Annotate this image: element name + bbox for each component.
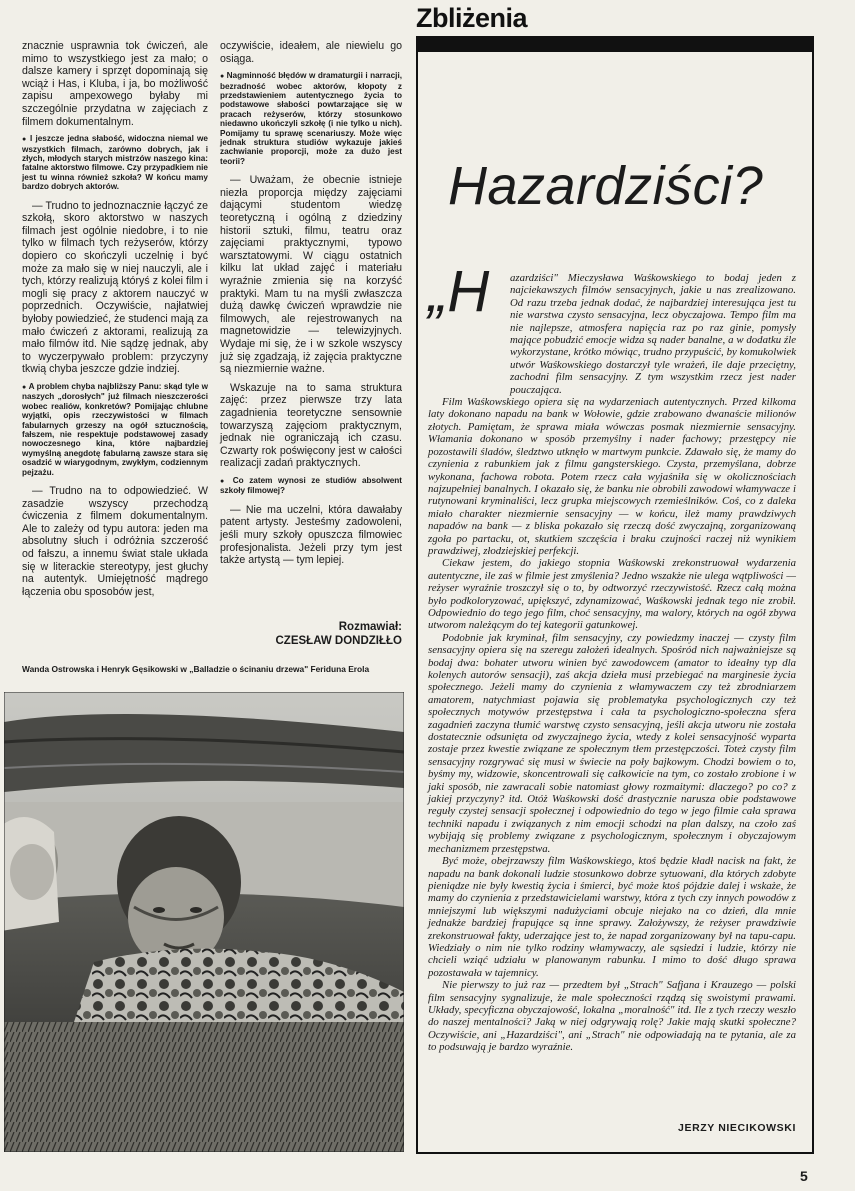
review-paragraph: Ciekaw jestem, do jakiego stopnia Waśkowski zrekonstruował wydarzenia autentyczne, ile zaś w filmie jest zmyślenia? Jedno wszakże nie ulega wątpliwości — reżyser wyraźnie troszczył się o to, by odtworzyć rzeczywistość. Rzecz całą można było podkoloryzować, upiększyć, zdynamizować, Waśkowski jednak tego nie zrobił. Odpowiednio do tego jego film, choć sensacyjny, ma walory, których na ogół zbywa utworom należącym do tej kategorii gatunkowej. (428, 557, 796, 632)
review-author: JERZY NIECIKOWSKI (678, 1122, 796, 1134)
photo-caption: Wanda Ostrowska i Henryk Gęsikowski w „Balladzie o ścinaniu drzewa" Feriduna Erola (22, 664, 370, 674)
interview-paragraph: — Trudno na to odpowiedzieć. W zasadzie wszyscy przechodzą ćwiczenia z filmem dokumentalnym. Ale to zależy od typu autora: jeden ma absolutny słuch i odróżnia szczerość od fałszu, a innemu świat stale układa się w literackie stereotypy, jest głuchy na autentyk. Umiejętność mądrego łączenia obu sposobów jest, (22, 484, 208, 598)
interview-paragraph: — Trudno to jednoznacznie łączyć ze szkołą, skoro aktorstwo w naszych filmach jest ogólnie niedobre, i to nie tylko w filmach tych reżyserów, którzy dopiero co skończyli uczelnię i być może za mało się w niej nauczyli, ale i tych, którzy realizują któryś z kolei film i mogli się pracy z aktorem nauczyć w poprzednich. Oczywiście, najłatwiej byłoby powiedzieć, że studenci mają za mało ćwiczeń z aktorami, realizują za mało filmów itd. Nie sądzę jednak, aby to wyczerpywało problem: przyczyny tkwią chyba jeszcze gdzie indziej. (22, 199, 208, 376)
interview-question: ● A problem chyba najbliższy Panu: skąd tyle w naszych „dorosłych" już filmach nieszczerości wobec realiów, konkretów? Pomijając chlubne wyjątki, opis rzeczywistości w filmach fabularnych grzeszy na ogół sztucznością, fałszem, nie respektuje podstawowej zasady nowoczesnego kina, które najbardziej wymyślną anegdotę fabularną zawsze stara się osadzić w wiarygodnym, zwykłym, codziennym pejzażu. (22, 382, 208, 477)
section-header (416, 4, 814, 32)
interview-column-1 (22, 40, 208, 604)
interviewer-label: Rozmawiał: (338, 621, 402, 633)
review-box-topbar (418, 38, 812, 52)
interview-paragraph: — Nie ma uczelni, która dawałaby patent artysty. Jesteśmy zadowoleni, jeśli mury szkoły opuszcza filmowiec profesjonalista. Jeżeli przy tym jest także artystą — tym lepiej. (220, 503, 402, 567)
interview-question: ● I jeszcze jedna słabość, widoczna niemal we wszystkich filmach, zarówno dobrych, jak i złych, młodych starych mistrzów naszego kina: fatalne aktorstwo filmowe. Czy przypadkiem nie jest tu winna również szkoła? W końcu mamy bardzo dobrych aktorów. (22, 134, 208, 191)
interview-column-2 (220, 40, 402, 573)
review-body (428, 272, 796, 1054)
section-title: Zbliżenia (416, 3, 528, 33)
review-paragraph: Film Waśkowskiego opiera się na wydarzeniach autentycznych. Przed kilkoma laty dokonano napadu na bank w Wołowie, gdzie zrabowano dwanaście milionów złotych. Pamiętam, że sprawa miała wówczas posmak niezmiernie sensacyjny. Włamania dokonano w sposób przemyślny i nader fachowy; przestępcy nie pozostawili śladów, śledztwo utknęło w martwym punkcie. Zdawało się, że mamy do czynienia z rabunkiem jak z filmu gangsterskiego. Czysta, przemyślana, dobrze wykonana, fachowa robota. Potem rzecz cała wyjaśniła się w okolicznościach najzupełniej banalnych. I okazało się, że banku nie obrobili zawodowi włamywacze i rutynowani kryminaliści, lecz grupka miejscowych rzemieślników. Coś, co z daleka miało charakter niezmiernie sensacyjny — w końcu, ileż mamy prawdziwych napadów na bank — z bliska pokazało się rzeczą dość zwyczajną, zorganizowaną zgoła po partacku, ot, skutkiem szczęścia i braku czujności raczej niż wynikiem prawdziwej, złodziejskiej perfekcji. (428, 396, 796, 557)
review-title: Hazardziści? (448, 156, 764, 216)
page-number: 5 (800, 1168, 808, 1184)
interviewer-name: CZESŁAW DONDZIŁŁO (275, 635, 402, 647)
interview-paragraph: Wskazuje na to sama struktura zajęć: przez pierwsze trzy lata zagadnienia teoretyczne sensownie towarzyszą zajęciom praktycznym, jednak nie ograniczają ich czasu. Czwarty rok poświęcony jest w całości realizacji zadań praktycznych. (220, 381, 402, 470)
interview-question: ● Nagminność błędów w dramaturgii i narracji, bezradność wobec aktorów, kłopoty z przedstawieniem autentycznego życia to podstawowe słabości powtarzające się w pracach reżyserów, którzy stosunkowo niedawno ukończyli szkołę (i nie tylko u nich). Pomijamy tu sprawę scenariuszy. Może więc jednak struktura studiów wykazuje jakieś zachwianie proporcji, może za dużo jest teorii? (220, 71, 402, 166)
review-paragraph: Być może, obejrzawszy film Waśkowskiego, ktoś będzie kładł nacisk na fakt, że napadu na bank dokonali ludzie stosunkowo dobrze sytuowani, dla których zdobyte pieniądze nie były kwestią życia i śmierci, być może ktoś pójdzie dalej i wskaże, że mamy do czynienia z przedstawicielami warstwy, która z tych czy innych powodów z mniejszymi lub większymi nadużyciami obcuje niejako na co dzień, dla mnie jednakże bardziej frapujące są inne sprawy. Założywszy, że reżyser prawdziwie zrekonstruował fakty, uderzające jest to, że napad zorganizowany był na tapu-capu. Wiedziały o nim nie tylko rodziny włamywaczy, ale sąsiedzi i ludzie, którzy nie chcieli wziąć udziału w planowanym rabunku. I mimo to dość długo sprawa pozostawała w tajemnicy. (428, 855, 796, 979)
interview-paragraph: — Uważam, że obecnie istnieje niezła proporcja między zajęciami dającymi studentom wiedzę teoretyczną i ogólną z dziedziny historii sztuki, filmu, teatru oraz zajęciami praktycznymi, typowo warsztatowymi. W ciągu ostatnich kilku lat układ zajęć i materiału wyraźnie zmienia się na korzyść praktyki. Mam tu na myśli zwłaszcza dużą dawkę ćwiczeń wprawdzie nie filmowych, ale rejestrowanych na magnetowidzie — telewizyjnych. Wydaje mi się, że i w szkole wszyscy już się zgadzają, iż zajęcia praktyczne są niezmiernie ważne. (220, 174, 402, 376)
interview-paragraph: znacznie usprawnia tok ćwiczeń, ale mimo to wszystkiego jest za mało; o dalsze kamery i sprzęt dopominają się wciąż i Has, i Kluba, i ja, bo możliwość zapisu ampexowego byłaby mi szczególnie przydatna w zajęciach z filmem dokumentalnym. (22, 40, 208, 128)
interview-question: ● Co zatem wynosi ze studiów absolwent szkoły filmowej? (220, 476, 402, 496)
review-paragraph: azardziści" Mieczysława Waśkowskiego to bodaj jeden z najciekawszych filmów sensacyjnych, jakie u nas zrealizowano. Od razu trzeba jednak dodać, że najbardziej interesująca jest tu nie warstwa czysto sensacyjna, lecz obyczajowa. Tempo film ma nie najlepsze, atmosfera napięcia raz po raz ginie, pomysły mające pobudzić emocje widza są nader banalne, a w dodatku źle wykorzystane, krótko mówiąc, trudno przypuścić, by komukolwiek utwór Waśkowskiego dostarczył tyle wrażeń, ile daje przeciętny, zachodni film sensacyjny. Z tym wszystkim rzecz jest nader pouczająca. (510, 272, 796, 396)
interviewer-signature (220, 620, 402, 648)
film-still-image (4, 692, 404, 1152)
interview-paragraph: oczywiście, ideałem, ale niewielu go osiąga. (220, 40, 402, 65)
review-paragraph: Podobnie jak kryminał, film sensacyjny, czy powiedzmy inaczej — czysty film sensacyjny opiera się na szeregu założeń idealnych. Spośród nich najważniejsze są bodaj dwa: bohater utworu winien być zawodowcem (amator to ideałny typ dla kolenych autorów sensacji), zaś akcja dzieła musi przebiegać na marginesie życia społecznego. Jeżeli mamy do czynienia z włamywaczem czy też zbrodniarzem amatorem, natychmiast pojawia się problematyka psychologicznych czy też społecznych motywów przestępstwa i cała ta psychologiczno-społeczna sfera zagadnień zaczyna tłumić warstwę czysto sensacyjną, jeśli akcja utworu nie została dostatecznie odsunięta od zwyczajnego życia, wtedy z kolei sensacyjność wyparta zostaje przez kwestie związane ze społecznym tłem przestępczości. Toteż czysty film sensacyjny rozgrywać się musi w świecie na poły bajkowym. Chodzi bowiem o to, byśmy my, widzowie, skoncentrowali się całkowicie na tym, co zostało zrobione i w jaki sposób, nie zawracali sobie natomiast głowy rozmaitymi: dlaczego? po co? z jakiej przyczyny? itd. Otóż Waśkowski dość drastycznie narusza obie podstawowe reguły czystej sensacji społecznej i odpowiednio do tego w jego filmie cała sprawa techniki napadu i związanych z nim emocji schodzi na plan dalszy, na czoło zaś wybijają się problemy związane z psychologicznym, społecznym i obyczajowym mechanizmem przestępstwa. (428, 631, 796, 855)
review-dropcap: „H (428, 259, 490, 324)
film-still-photo (4, 692, 404, 1152)
review-paragraph: Nie pierwszy to już raz — przedtem był „Strach" Safjana i Krauzego — polski film sensacyjny sygnalizuje, że male społeczności rządzą się swoistymi prawami. Układy, specyficzna obyczajowość, lokalna „moralność" itd. Ile z tych rzeczy weszło do naszej mentalności? Jaką w niej odgrywają rolę? Jakie mają skutki społeczne? Oczywiście, ani „Hazardziści", ani „Strach" nie odpowiadają na te pytania, ale za to podsuwają je bardzo wyraźnie. (428, 979, 796, 1054)
